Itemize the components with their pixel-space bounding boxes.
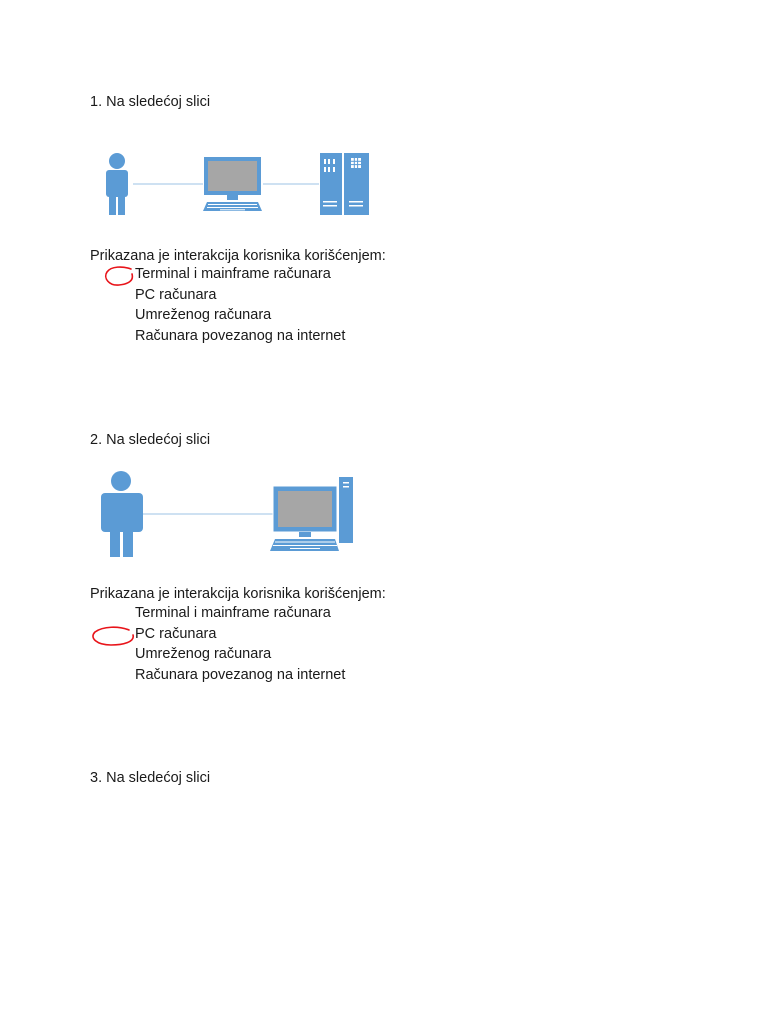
terminal-icon (203, 157, 262, 211)
question-1-diagram (95, 148, 380, 220)
answer-circle-mark (101, 264, 137, 290)
option-networked[interactable]: Umreženog računara (135, 646, 272, 663)
person-icon (106, 153, 128, 215)
question-1-prompt: Prikazana je interakcija korisnika korišćenjem: (90, 248, 386, 264)
desktop-pc-icon (270, 477, 353, 551)
question-2-prompt: Prikazana je interakcija korisnika korišćenjem: (90, 586, 386, 602)
question-2-title: 2. Na sledećoj slici (90, 432, 211, 448)
mainframe-icon (320, 153, 369, 215)
option-terminal-mainframe[interactable]: Terminal i mainframe računara (135, 605, 331, 621)
person-icon (101, 471, 143, 557)
option-pc[interactable]: PC računara (135, 286, 217, 303)
option-terminal-mainframe[interactable]: Terminal i mainframe računara (135, 266, 331, 282)
option-internet[interactable]: Računara povezanog na internet (135, 328, 346, 345)
option-networked[interactable]: Umreženog računara (135, 307, 272, 324)
option-pc[interactable]: PC računara (135, 625, 217, 642)
answer-circle-mark (89, 624, 137, 650)
question-3-title: 3. Na sledećoj slici (90, 770, 211, 786)
option-internet[interactable]: Računara povezanog na internet (135, 667, 346, 684)
question-1-title: 1. Na sledećoj slici (90, 94, 211, 110)
question-2-diagram (95, 466, 360, 561)
question-1-options (135, 264, 345, 347)
question-2-options (135, 603, 345, 686)
